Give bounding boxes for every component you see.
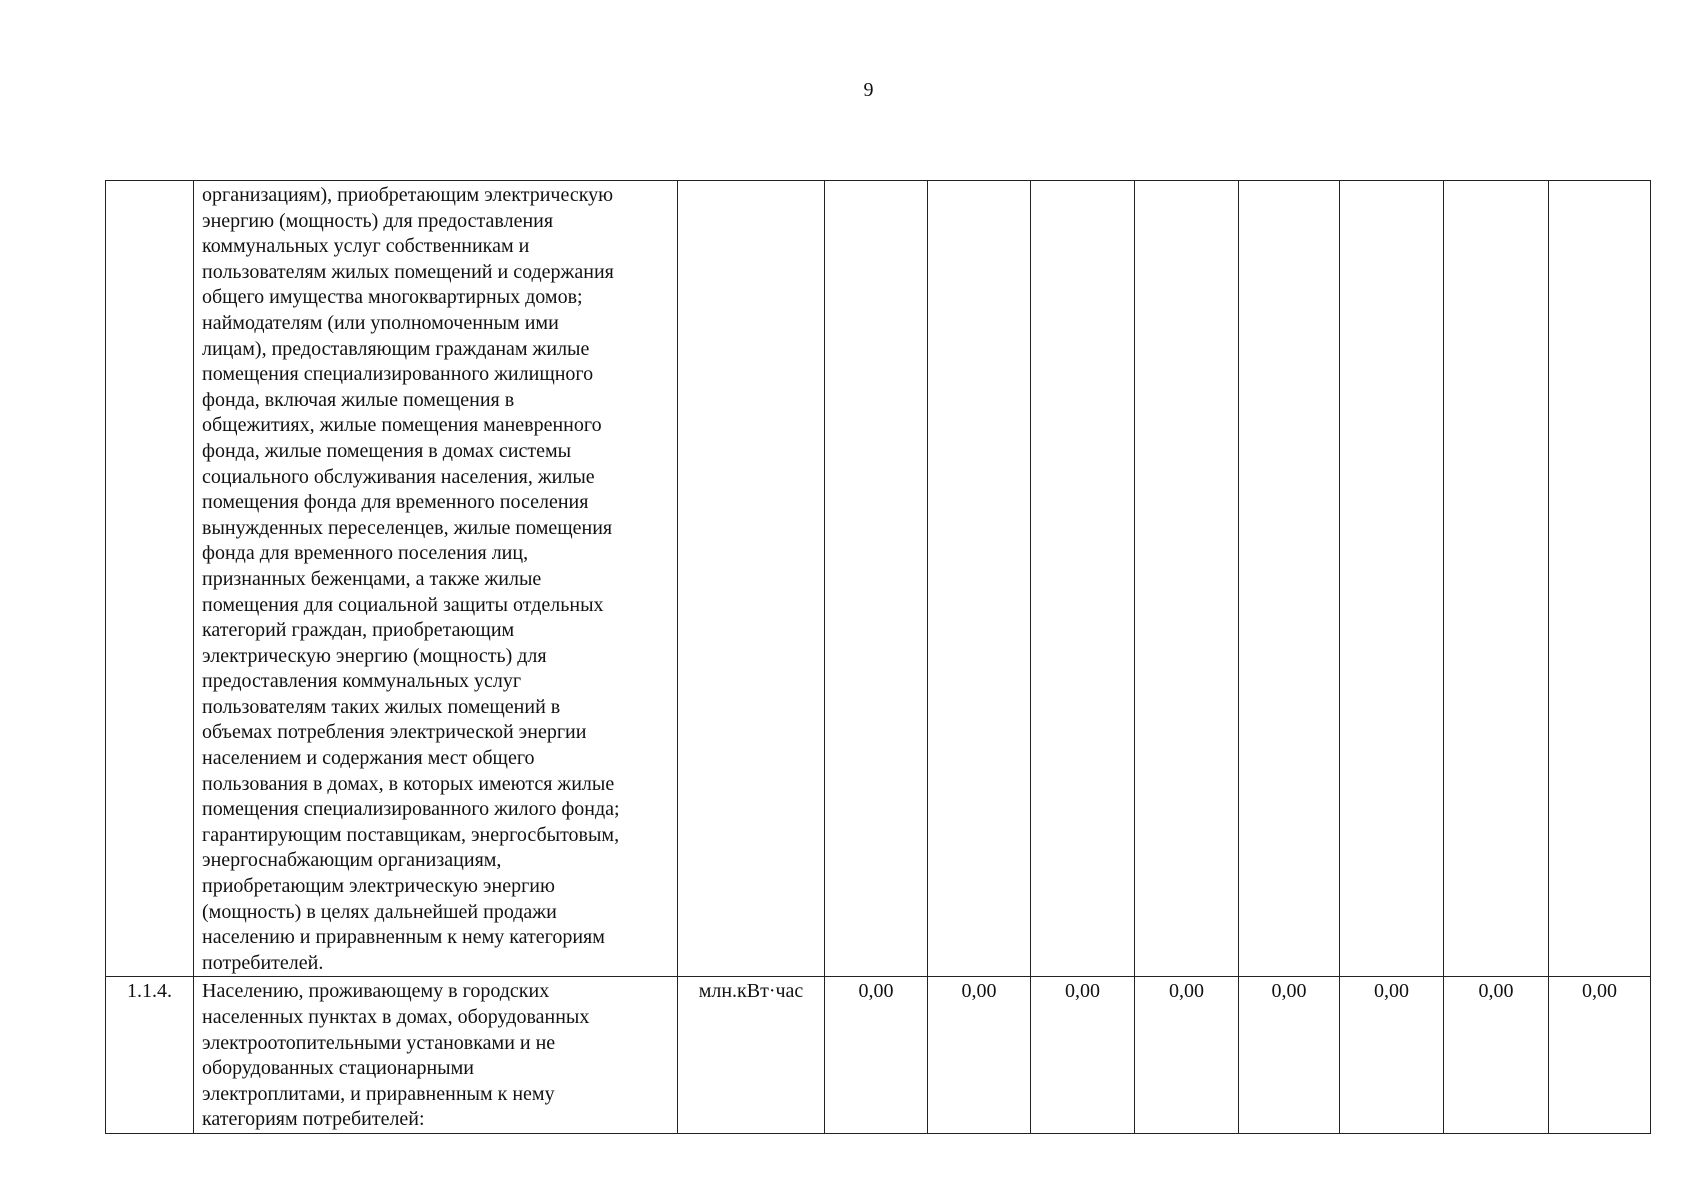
value-cell xyxy=(825,181,928,977)
data-table xyxy=(105,180,1651,1134)
value-cell: 0,00 xyxy=(1135,977,1239,1134)
description-cell: организациям), приобретающим электрическую энергию (мощность) для предоставления коммунальных услуг собственникам и пользователям жилых помещений и содержания общего имущества многоквартирных домов; наймодателям (или уполномоченным ими лицам), предоставляющим гражданам жилые помещения специализированного жилищного фонда, включая жилые помещения в общежитиях, жилые помещения маневренного фонда, жилые помещения в домах системы социального обслуживания населения, жилые помещения фонда для временного поселения вынужденных переселенцев, жилые помещения фонда для временного поселения лиц, признанных беженцами, а также жилые помещения для социальной защиты отдельных категорий граждан, приобретающим электрическую энергию (мощность) для предоставления коммунальных услуг пользователям таких жилых помещений в объемах потребления электрической энергии населением и содержания мест общего пользования в домах, в которых имеются жилые помещения специализированного жилого фонда; гарантирующим поставщикам, энергосбытовым, энергоснабжающим организациям, приобретающим электрическую энергию (мощность) в целях дальнейшей продажи населению и приравненным к нему категориям потребителей. xyxy=(194,181,678,977)
value-cell: 0,00 xyxy=(928,977,1031,1134)
value-cell xyxy=(1031,181,1135,977)
value-cell xyxy=(1444,181,1549,977)
value-cell: 0,00 xyxy=(1340,977,1444,1134)
value-cell xyxy=(1549,181,1651,977)
description-cell: Населению, проживающему в городских населенных пунктах в домах, оборудованных электроотопительными установками и не оборудованных стационарными электроплитами, и приравненным к нему категориям потребителей: xyxy=(194,977,678,1134)
unit-cell: млн.кВт·час xyxy=(678,977,825,1134)
value-cell xyxy=(1239,181,1340,977)
table-row-1-1-4 xyxy=(106,977,1651,1134)
value-cell xyxy=(928,181,1031,977)
unit-cell xyxy=(678,181,825,977)
value-cell: 0,00 xyxy=(825,977,928,1134)
value-cell xyxy=(1340,181,1444,977)
value-cell: 0,00 xyxy=(1239,977,1340,1134)
value-cell: 0,00 xyxy=(1444,977,1549,1134)
row-number-cell: 1.1.4. xyxy=(106,977,194,1134)
value-cell: 0,00 xyxy=(1031,977,1135,1134)
page-number: 9 xyxy=(863,79,874,101)
table-row-continued xyxy=(106,181,1651,977)
value-cell: 0,00 xyxy=(1549,977,1651,1134)
value-cell xyxy=(1135,181,1239,977)
row-number-cell xyxy=(106,181,194,977)
